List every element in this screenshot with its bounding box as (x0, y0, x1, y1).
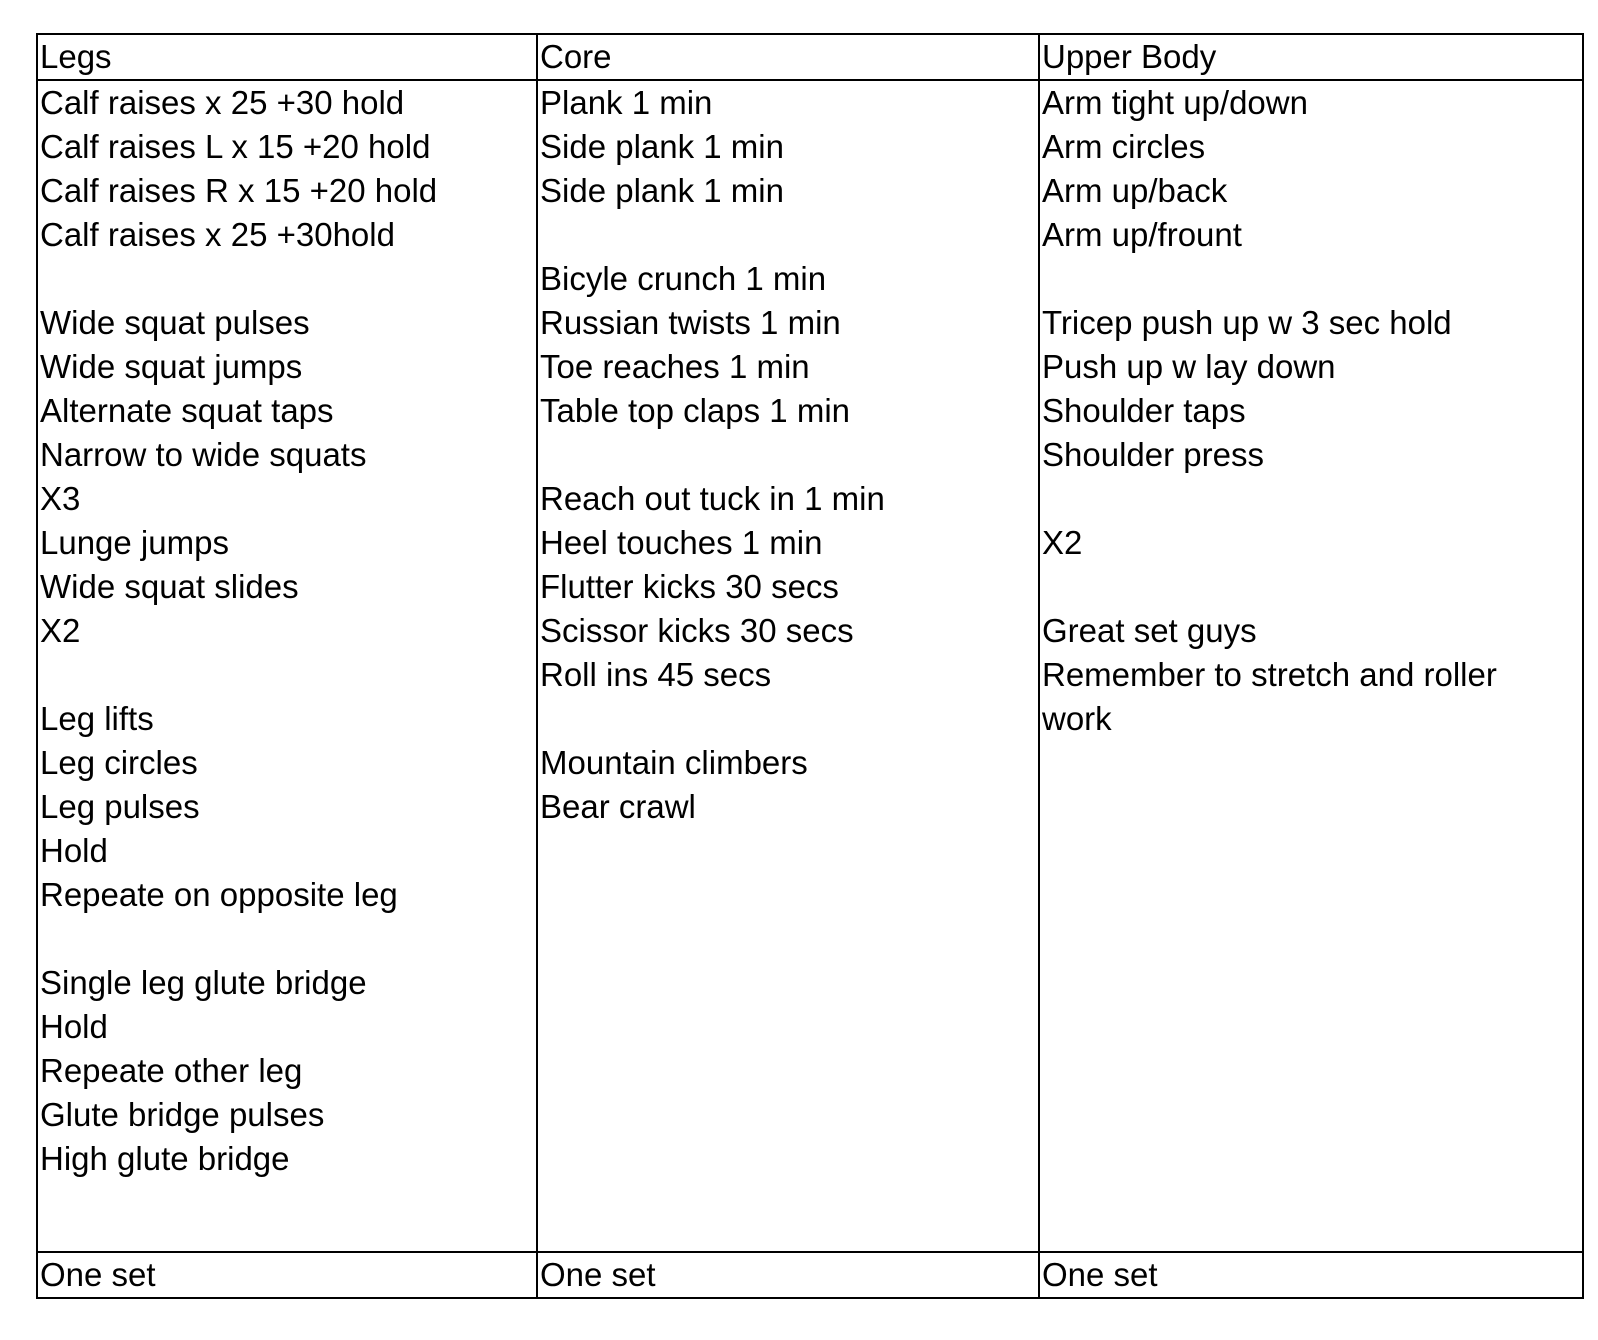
header-core: Core (537, 34, 1039, 80)
exercise-line: Leg circles (40, 744, 198, 781)
blank-line (40, 917, 536, 961)
exercise-line: Bear crawl (540, 788, 696, 825)
exercise-line: Glute bridge pulses (40, 1096, 325, 1133)
exercise-line: Bicyle crunch 1 min (540, 260, 827, 297)
exercise-line: Wide squat jumps (40, 348, 303, 385)
blank-line (40, 653, 536, 697)
exercise-line: Repeate on opposite leg (40, 876, 398, 913)
exercise-line: work (1042, 700, 1112, 737)
exercise-line: Mountain climbers (540, 744, 808, 781)
exercise-line: Calf raises x 25 +30hold (40, 216, 395, 253)
exercise-line: Repeate other leg (40, 1052, 303, 1089)
blank-line (540, 433, 1038, 477)
exercise-line: Leg pulses (40, 788, 200, 825)
exercise-line: Narrow to wide squats (40, 436, 367, 473)
exercise-line: Remember to stretch and roller (1042, 656, 1497, 693)
exercise-line: Leg lifts (40, 700, 154, 737)
exercise-line: Plank 1 min (540, 84, 713, 121)
blank-line (1042, 565, 1582, 609)
exercise-line: Roll ins 45 secs (540, 656, 772, 693)
exercise-line: Toe reaches 1 min (540, 348, 810, 385)
exercise-line: Side plank 1 min (540, 128, 784, 165)
exercise-line: Wide squat slides (40, 568, 299, 605)
exercise-line: X3 (40, 480, 81, 517)
blank-line (40, 257, 536, 301)
core-exercise-list (537, 80, 1039, 1252)
exercise-line: Arm tight up/down (1042, 84, 1308, 121)
exercise-line: Table top claps 1 min (540, 392, 851, 429)
exercise-line: Single leg glute bridge (40, 964, 367, 1001)
upper-body-exercise-list (1039, 80, 1583, 1252)
exercise-line: High glute bridge (40, 1140, 290, 1177)
blank-line (1042, 477, 1582, 521)
exercise-line: Hold (40, 832, 108, 869)
exercise-line: Hold (40, 1008, 108, 1045)
exercise-line: Side plank 1 min (540, 172, 784, 209)
header-row (37, 34, 1583, 80)
exercise-line: Tricep push up w 3 sec hold (1042, 304, 1452, 341)
exercise-line: Lunge jumps (40, 524, 229, 561)
exercise-line: Arm up/frount (1042, 216, 1242, 253)
exercise-line: Heel touches 1 min (540, 524, 823, 561)
exercise-line: Calf raises L x 15 +20 hold (40, 128, 431, 165)
blank-line (540, 697, 1038, 741)
header-legs: Legs (37, 34, 537, 80)
exercise-line: Scissor kicks 30 secs (540, 612, 854, 649)
footer-legs: One set (37, 1252, 537, 1298)
exercise-line: Calf raises x 25 +30 hold (40, 84, 405, 121)
exercise-line: Calf raises R x 15 +20 hold (40, 172, 438, 209)
footer-core: One set (537, 1252, 1039, 1298)
exercise-line: Arm up/back (1042, 172, 1228, 209)
exercise-line: Arm circles (1042, 128, 1206, 165)
legs-exercise-list (37, 80, 537, 1252)
blank-line (540, 213, 1038, 257)
blank-line (1042, 257, 1582, 301)
exercise-line: Shoulder taps (1042, 392, 1246, 429)
exercise-line: Shoulder press (1042, 436, 1264, 473)
exercise-line: Alternate squat taps (40, 392, 334, 429)
exercise-line: X2 (1042, 524, 1083, 561)
exercise-line: Flutter kicks 30 secs (540, 568, 839, 605)
header-upper-body: Upper Body (1039, 34, 1583, 80)
workout-table (36, 33, 1584, 1299)
exercise-line: Russian twists 1 min (540, 304, 841, 341)
footer-upper-body: One set (1039, 1252, 1583, 1298)
exercise-line: X2 (40, 612, 81, 649)
exercise-line: Wide squat pulses (40, 304, 310, 341)
exercise-line: Reach out tuck in 1 min (540, 480, 885, 517)
exercise-line: Great set guys (1042, 612, 1257, 649)
footer-row (37, 1252, 1583, 1298)
exercise-row (37, 80, 1583, 1252)
exercise-line: Push up w lay down (1042, 348, 1336, 385)
